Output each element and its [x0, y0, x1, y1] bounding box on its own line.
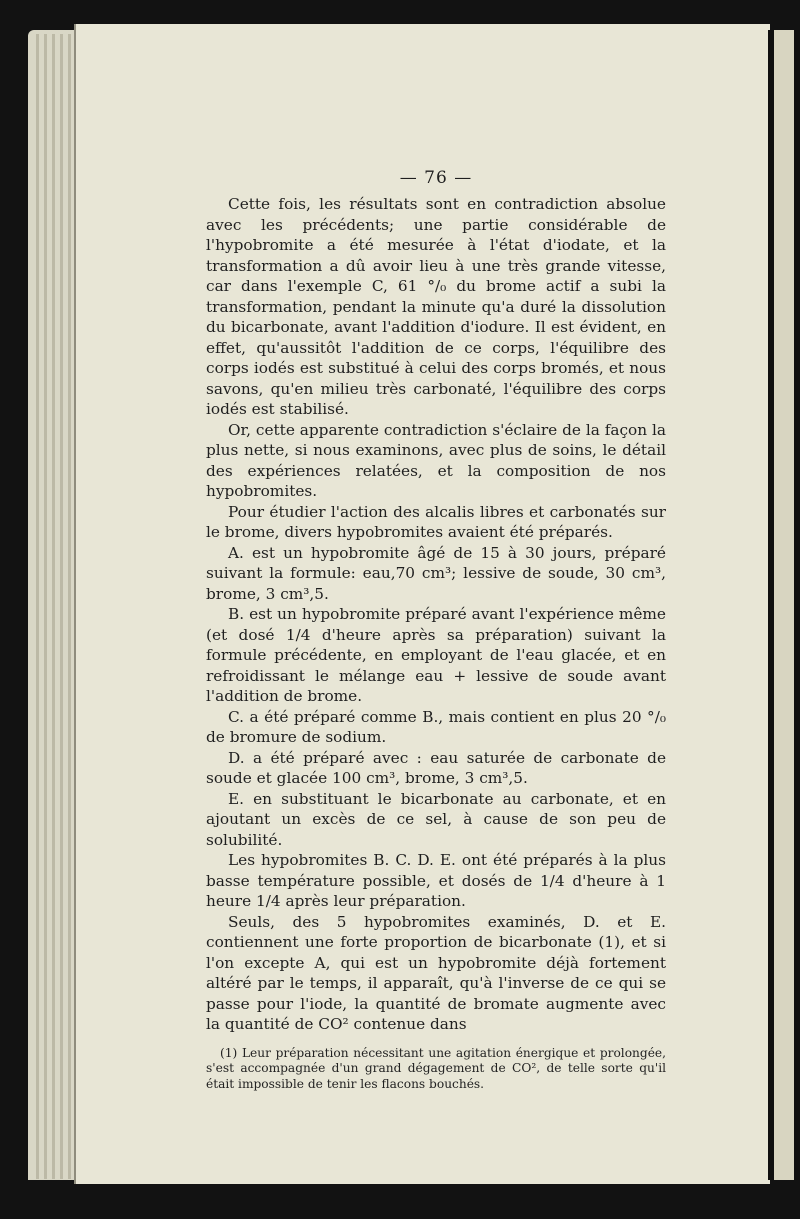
page-content — [206, 168, 666, 1104]
paragraph: Or, cette apparente contradiction s'éclaire de la façon la plus nette, si nous examinons, avec plus de soins, le détail des expériences relatées, et la composition de nos hypobromites. — [206, 420, 666, 500]
paragraph: Les hypobromites B. C. D. E. ont été préparés à la plus basse température possible, et dosés de 1/4 d'heure à 1 heure 1/4 après leur préparation. — [206, 851, 666, 910]
page-edge — [44, 34, 47, 1179]
facing-page-strip — [774, 30, 794, 1180]
page-edge — [52, 34, 55, 1179]
paragraph: C. a été préparé comme B., mais contient en plus 20 °/₀ de bromure de sodium. — [206, 707, 666, 746]
footnote: (1) Leur préparation nécessitant une agitation énergique et prolongée, s'est accompagnée d'un grand dégagement de CO², de telle sorte qu'il était impossible de tenir les flacons bouchés. — [206, 1045, 666, 1091]
paragraph: Pour étudier l'action des alcalis libres et carbonatés sur le brome, divers hypobromites avaient été préparés. — [206, 502, 666, 541]
page-number: — 76 — — [399, 168, 473, 188]
paragraph: E. en substituant le bicarbonate au carbonate, et en ajoutant un excès de ce sel, à cause de son peu de solubilité. — [206, 789, 666, 849]
paragraph: A. est un hypobromite âgé de 15 à 30 jours, préparé suivant la formule: eau,70 cm³; lessive de soude, 30 cm³, brome, 3 cm³,5. — [206, 543, 666, 603]
paragraph: Cette fois, les résultats sont en contradiction absolue avec les précédents; une partie considérable de l'hypobromite a été mesurée à l'état d'iodate, et la transformation a dû avoir lieu à une très grande vitesse, car dans l'exemple C, 61 °/₀ du brome actif a subi la transformation, pendant la minute qu'a duré la dissolution du bicarbonate, avant l'addition d'iodure. Il est évident, en effet, qu'aussitôt l'addition de ce corps, l'équilibre des corps iodés est substitué à celui des corps bromés, et nous savons, qu'en milieu très carbonaté, l'équilibre des corps iodés est stabilisé. — [206, 195, 666, 418]
footnote-separator — [206, 1039, 666, 1040]
page-edge — [60, 34, 63, 1179]
paragraph: B. est un hypobromite préparé avant l'expérience même (et dosé 1/4 d'heure après sa préparation) suivant la formule précédente, en employant de l'eau glacée, et en refroidissant le mélange eau + lessive de soude avant l'addition de brome. — [206, 605, 666, 705]
facing-page-edge — [768, 30, 800, 1180]
paragraph: D. a été préparé avec : eau saturée de carbonate de soude et glacée 100 cm³, brome, 3 cm³,5. — [206, 748, 666, 787]
page-edge — [68, 34, 71, 1179]
paragraph: Seuls, des 5 hypobromites examinés, D. et E. contiennent une forte proportion de bicarbonate (1), et si l'on excepte A, qui est un hypobromite déjà fortement altéré par le temps, il apparaît, qu'à l'inverse de ce qui se passe pour l'iode, la quantité de bromate augmente avec la quantité de CO² contenue dans — [206, 912, 666, 1033]
page-edge — [36, 34, 39, 1179]
